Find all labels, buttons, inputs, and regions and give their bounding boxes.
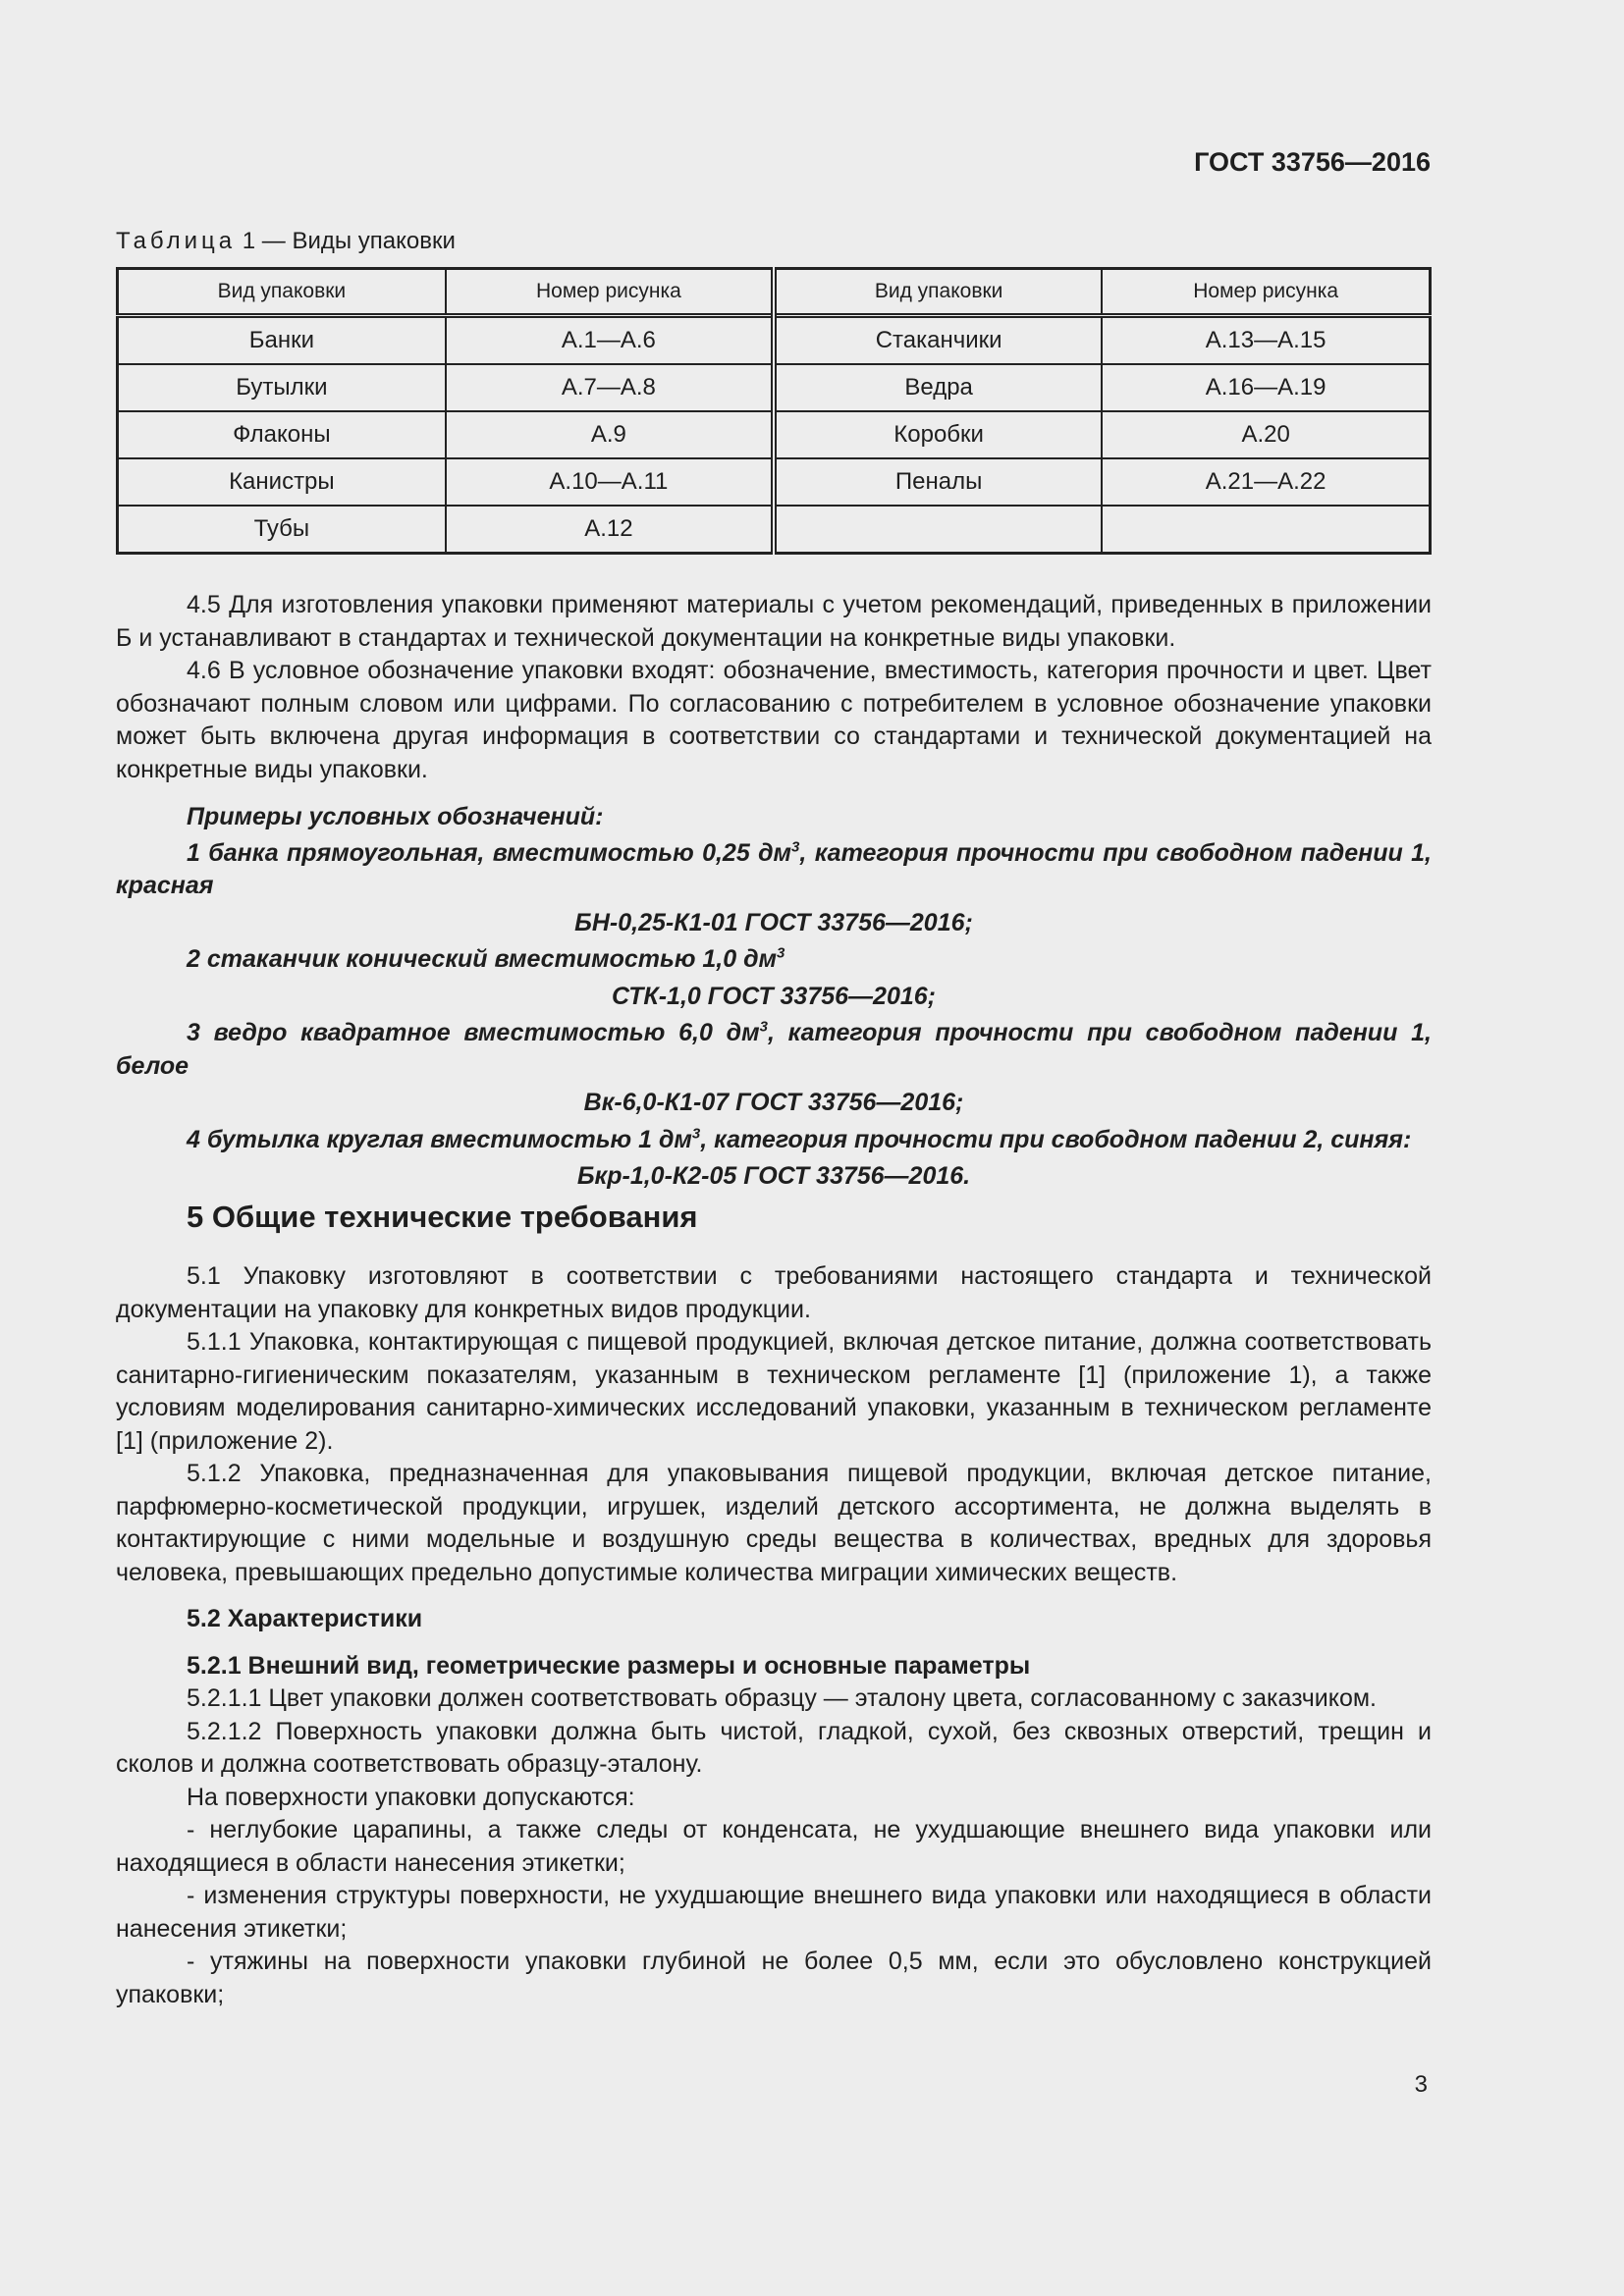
example-4-text: 4 бутылка круглая вместимостью 1 дм (187, 1125, 692, 1153)
example-4-text-cont: , категория прочности при свободном падении 2, синяя: (700, 1125, 1412, 1153)
table-cell: А.20 (1102, 411, 1430, 458)
page-number: 3 (1414, 2071, 1428, 2098)
table-row (118, 364, 1431, 411)
paragraph-5-2-1-2: 5.2.1.2 Поверхность упаковки должна быть чистой, гладкой, сухой, без сквозных отверстий, трещин и сколов и должна соответствовать образцу-эталону. (116, 1717, 1432, 1778)
paragraph-5-1: 5.1 Упаковку изготовляют в соответствии с требованиями настоящего стандарта и технической документации на упаковку для конкретных видов продукции. (116, 1262, 1432, 1323)
heading-5-2-1: 5.2.1 Внешний вид, геометрические размеры и основные параметры (187, 1651, 1031, 1680)
section-5-body (116, 1260, 1432, 2011)
paragraph-5-1-1: 5.1.1 Упаковка, контактирующая с пищевой продукцией, включая детское питание, должна соответствовать санитарно-гигиеническим показателям, указанным в техническом регламенте [1] (приложение 1), а также условиям моделирования санитарно-химических исследований упаковки, указанным в техническом регламенте [1] (приложение 2). (116, 1328, 1432, 1455)
table-cell: А.7—А.8 (446, 364, 774, 411)
section-5-title: 5 Общие технические требования (187, 1200, 698, 1234)
header-cell: Вид упаковки (118, 269, 446, 316)
example-2-code: СТК-1,0 ГОСТ 33756—2016; (611, 982, 936, 1010)
table-cell: А.10—А.11 (446, 458, 774, 506)
table-cell (1102, 506, 1430, 554)
table-row (118, 506, 1431, 554)
example-1-text-cont: , категория прочности при свободном падении 1, красная (116, 838, 1432, 899)
example-3-code: Вк-6,0-К1-07 ГОСТ 33756—2016; (583, 1089, 964, 1116)
table-row (118, 316, 1431, 365)
table-title-prefix: Таблица (116, 228, 237, 254)
table-cell: Стаканчики (774, 316, 1102, 365)
table-cell: Банки (118, 316, 446, 365)
paragraph-5-1-2: 5.1.2 Упаковка, предназначенная для упаковывания пищевой продукции, включая детское питание, парфюмерно-косметической продукции, игрушек, изделий детского ассортимента, не должна выделять в контактирующие с ними модельные и воздушную среды вещества в количествах, вредных для здоровья человека, превышающих предельно допустимые количества миграции химических веществ. (116, 1460, 1432, 1586)
example-4 (116, 1124, 1432, 1157)
standard-code: ГОСТ 33756—2016 (1194, 147, 1431, 177)
table-row (118, 458, 1431, 506)
examples-heading: Примеры условных обозначений: (187, 803, 604, 830)
superscript: 3 (759, 1018, 768, 1036)
paragraph-5-2-1-1: 5.2.1.1 Цвет упаковки должен соответствовать образцу — эталону цвета, согласованному с заказчиком. (187, 1684, 1377, 1712)
table-cell: А.21—А.22 (1102, 458, 1430, 506)
table-cell: А.12 (446, 506, 774, 554)
header-cell: Вид упаковки (774, 269, 1102, 316)
table-cell: Флаконы (118, 411, 446, 458)
table-cell: А.16—А.19 (1102, 364, 1430, 411)
clause-4-block (116, 589, 1432, 786)
table-cell: Ведра (774, 364, 1102, 411)
example-2-text: 2 стаканчик конический вместимостью 1,0 дм (187, 945, 778, 973)
table-title-rest: 1 — Виды упаковки (236, 228, 456, 254)
table-title (116, 228, 456, 255)
example-3-text: 3 ведро квадратное вместимостью 6,0 дм (187, 1019, 760, 1046)
header-cell: Номер рисунка (446, 269, 774, 316)
table-cell: Канистры (118, 458, 446, 506)
example-4-code: Бкр-1,0-К2-05 ГОСТ 33756—2016. (576, 1162, 971, 1190)
example-3-text-cont: , категория прочности при свободном падении 1, белое (116, 1019, 1432, 1080)
table-cell (774, 506, 1102, 554)
superscript: 3 (691, 1125, 701, 1143)
example-1 (116, 837, 1432, 903)
examples-block (116, 801, 1432, 1194)
table-cell: Бутылки (118, 364, 446, 411)
example-2 (116, 943, 1432, 977)
superscript: 3 (777, 944, 785, 962)
example-3 (116, 1017, 1432, 1083)
table-cell: Пеналы (774, 458, 1102, 506)
table-cell: Тубы (118, 506, 446, 554)
example-1-code: БН-0,25-К1-01 ГОСТ 33756—2016; (574, 908, 973, 936)
paragraph-4-6: 4.6 В условное обозначение упаковки входят: обозначение, вместимость, категория прочности и цвет. Цвет обозначают полным словом или цифрами. По согласованию с потребителем в условное обозначение упаковки может быть включена другая информация в соответствии со стандартами и технической документацией на конкретные виды упаковки. (116, 657, 1432, 783)
list-item: - неглубокие царапины, а также следы от конденсата, не ухудшающие внешнего вида упаковки или находящиеся в области нанесения этикетки; (116, 1816, 1432, 1877)
table-cell: А.9 (446, 411, 774, 458)
header-cell: Номер рисунка (1102, 269, 1430, 316)
list-item: - изменения структуры поверхности, не ухудшающие внешнего вида упаковки или находящиеся в области нанесения этикетки; (116, 1882, 1432, 1943)
example-1-text: 1 банка прямоугольная, вместимостью 0,25 дм (187, 838, 792, 867)
table-row (118, 411, 1431, 458)
list-item: - утяжины на поверхности упаковки глубиной не более 0,5 мм, если это обусловлено конструкцией упаковки; (116, 1948, 1432, 2008)
paragraph-4-5: 4.5 Для изготовления упаковки применяют материалы с учетом рекомендаций, приведенных в приложении Б и устанавливают в стандартах и технической документации на конкретные виды упаковки. (116, 591, 1432, 652)
allowed-intro: На поверхности упаковки допускаются: (187, 1783, 635, 1811)
table-header-row (118, 269, 1431, 316)
superscript: 3 (791, 838, 800, 856)
packaging-types-table (116, 267, 1432, 555)
heading-5-2: 5.2 Характеристики (187, 1605, 423, 1632)
table-cell: Коробки (774, 411, 1102, 458)
table-cell: А.1—А.6 (446, 316, 774, 365)
table-cell: А.13—А.15 (1102, 316, 1430, 365)
